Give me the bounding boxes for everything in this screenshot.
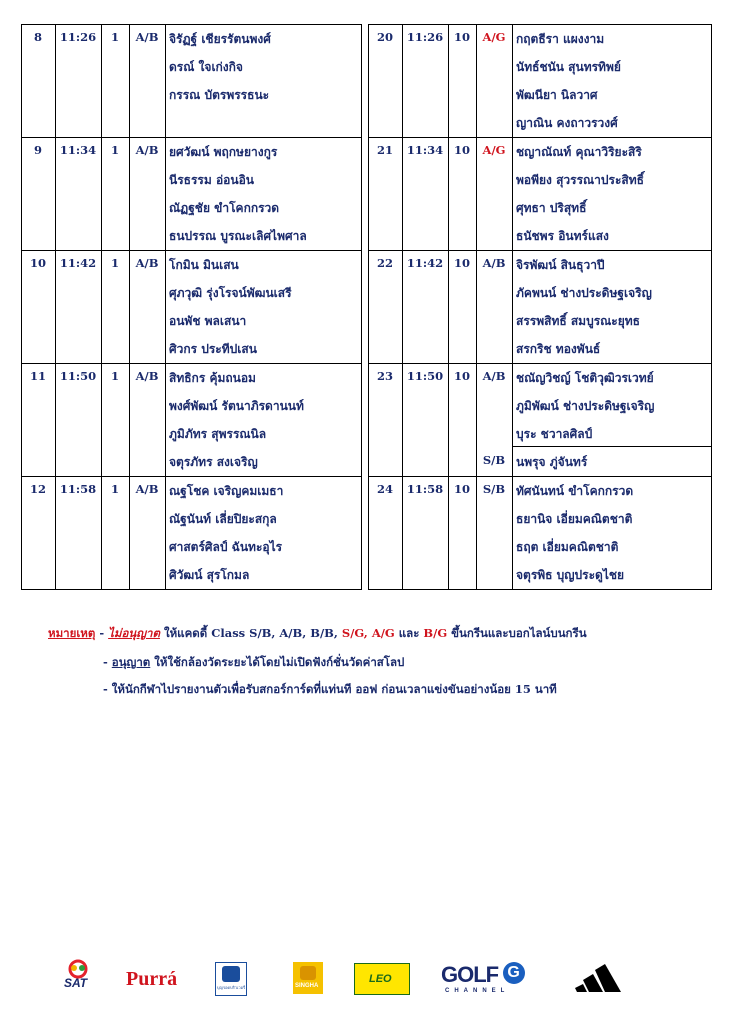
note-not-allowed: ไม่อนุญาต xyxy=(108,626,160,640)
player-name: ศิวัฒน์ สุรโกมล xyxy=(169,568,250,582)
column-divider xyxy=(165,363,166,476)
group-number: 8 xyxy=(33,30,42,44)
note-dash: - xyxy=(95,626,109,640)
player-name: สรกริช ทองพันธ์ xyxy=(516,342,601,356)
start-hole: 10 xyxy=(453,143,470,157)
player-name: จตุรพิธ บุญประดูไชย xyxy=(516,568,625,582)
player-name: บุระ ชวาลศิลป์ xyxy=(516,427,593,441)
note-line-3: - ให้นักกีฬาไปรายงานตัวเพื่อรับสกอร์การ์ดที่แท่นที ออฟ ก่อนเวลาแข่งขันอย่างน้อย 15 นาที xyxy=(103,682,557,696)
column-divider xyxy=(165,24,166,137)
player-name: ดรณ์ ใจเก่งกิจ xyxy=(169,60,243,74)
player-class: A/G xyxy=(482,143,506,157)
player-name: พัฒนียา นิลวาศ xyxy=(516,88,598,102)
player-name: ทัศนันทน์ ขำโคกกรวด xyxy=(516,484,634,498)
player-name: ธนปรรณ บูรณะเลิศไพศาล xyxy=(169,229,307,243)
golf-channel-text: CHANNEL xyxy=(445,988,510,994)
column-divider xyxy=(165,137,166,250)
player-name: นพรุจ ภู่จันทร์ xyxy=(516,455,588,469)
start-hole: 10 xyxy=(453,369,470,383)
player-name: กรรณ บัตรพรรธนะ xyxy=(169,88,270,102)
player-name: ชญาณัณท์ คุณาวิริยะสิริ xyxy=(516,145,642,159)
player-name: อนพัช พลเสนา xyxy=(169,314,247,328)
player-name: สรรพสิทธิ์ สมบูรณะยุทธ xyxy=(516,314,641,328)
player-class: A/B xyxy=(135,369,159,383)
tee-time: 11:42 xyxy=(59,256,97,270)
group-number: 21 xyxy=(376,143,393,157)
column-divider xyxy=(165,250,166,363)
player-name: พงศ์พัฒน์ รัตนาภิรดานนท์ xyxy=(169,399,304,413)
note-red-classes: S/G, A/G xyxy=(341,626,395,640)
start-hole: 1 xyxy=(110,143,119,157)
player-name: จิรพัฒน์ สินธุวาปี xyxy=(516,258,605,272)
column-divider xyxy=(165,476,166,589)
tee-time: 11:50 xyxy=(59,369,97,383)
note-text-a: ให้แคดดี้ Class S/B, A/B, B/B, xyxy=(159,626,342,640)
golf-g-icon: G xyxy=(503,962,525,984)
player-class: A/B xyxy=(135,482,159,496)
singha-lion-icon xyxy=(300,966,316,980)
player-name: นัทธ์ชนัน สุนทรทิพย์ xyxy=(516,60,621,74)
adidas-logo xyxy=(575,962,629,999)
sat-text: SAT xyxy=(64,976,88,990)
tee-time: 11:58 xyxy=(406,482,444,496)
tee-time: 11:34 xyxy=(59,143,97,157)
note-line-2 xyxy=(103,654,404,672)
player-class: A/B xyxy=(135,256,159,270)
player-name: พอพียง สุวรรณาประสิทธิ์ xyxy=(516,173,644,187)
row-separator xyxy=(512,446,712,447)
column-divider xyxy=(512,24,513,137)
tee-time: 11:42 xyxy=(406,256,444,270)
group-number: 20 xyxy=(376,30,393,44)
start-hole: 1 xyxy=(110,369,119,383)
note-text-c: ขึ้นกรีนและบอกไลน์บนกรีน xyxy=(447,626,587,640)
purra-logo: Purrá xyxy=(126,968,178,990)
player-name: นีรธรรม อ่อนอิน xyxy=(169,173,254,187)
adidas-stripes-icon xyxy=(575,962,629,994)
player-class: A/B xyxy=(135,30,159,44)
note-dash-2: - xyxy=(103,655,112,669)
column-divider xyxy=(512,363,513,476)
player-name: ญาณิน คงถาวรวงศ์ xyxy=(516,116,618,130)
player-name: ณฐโชค เจริญคมเมธา xyxy=(169,484,284,498)
group-number: 23 xyxy=(376,369,393,383)
start-hole: 1 xyxy=(110,256,119,270)
player-class: A/B xyxy=(482,256,506,270)
tee-time: 11:34 xyxy=(406,143,444,157)
player-name: ธนัชพร อินทร์แสง xyxy=(516,229,609,243)
player-name: กฤตธีรา แผงงาม xyxy=(516,32,605,46)
boonrawd-logo xyxy=(215,962,247,996)
player-name: ศาสตร์ศิลป์ ฉันทะอุไร xyxy=(169,540,283,554)
golf-channel-logo xyxy=(441,962,525,994)
player-name: ณัฐนันท์ เลี่ยปิยะสกุล xyxy=(169,512,277,526)
leo-logo xyxy=(354,963,410,995)
player-class: A/B xyxy=(135,143,159,157)
boonrawd-text: บุญรอดบริวเวอรี่ xyxy=(217,985,246,990)
tee-time: 11:26 xyxy=(59,30,97,44)
singha-text: SINGHA xyxy=(295,983,319,989)
group-number: 11 xyxy=(29,369,46,383)
note-title: หมายเหตุ xyxy=(48,626,96,640)
note-red-bg: B/G xyxy=(423,626,448,640)
start-hole: 1 xyxy=(110,482,119,496)
group-number: 24 xyxy=(376,482,393,496)
lion-icon xyxy=(222,966,240,982)
column-divider xyxy=(512,250,513,363)
start-hole: 10 xyxy=(453,256,470,270)
player-class: A/G xyxy=(482,30,506,44)
player-name: โกมิน มินเสน xyxy=(169,258,239,272)
player-name: ภูมิพัฒน์ ช่างประดิษฐเจริญ xyxy=(516,399,655,413)
column-divider xyxy=(512,476,513,589)
tee-time: 11:26 xyxy=(406,30,444,44)
note-text-2: ให้ใช้กล้องวัดระยะได้โดยไม่เปิดฟังก์ชั่นวัดค่าสโลป xyxy=(150,655,405,669)
start-hole: 10 xyxy=(453,482,470,496)
tee-time: 11:50 xyxy=(406,369,444,383)
note-text-b: และ xyxy=(394,626,424,640)
player-name: ชณัญวิชญ์ โชติวุฒิวรเวทย์ xyxy=(516,371,654,385)
group-number: 10 xyxy=(29,256,46,270)
leo-text: LEO xyxy=(369,973,392,985)
tee-time: 11:58 xyxy=(59,482,97,496)
player-name: ธยานิจ เอี่ยมคณิตชาติ xyxy=(516,512,633,526)
group-number: 22 xyxy=(376,256,393,270)
note-allowed: อนุญาต xyxy=(111,655,151,669)
column-divider xyxy=(512,137,513,250)
start-hole: 10 xyxy=(453,30,470,44)
player-name: จตุรภัทร สงเจริญ xyxy=(169,455,258,469)
player-name: ภูมิภัทร สุพรรณนิล xyxy=(169,427,267,441)
player-name: ศิวกร ประทีปเสน xyxy=(169,342,257,356)
group-number: 9 xyxy=(33,143,42,157)
player-name: ยศวัฒน์ พฤกษยางกูร xyxy=(169,145,278,159)
sat-logo xyxy=(60,958,96,994)
player-name: ธฤต เอี่ยมคณิตชาติ xyxy=(516,540,619,554)
player-name: ภัคพนน์ ช่างประดิษฐเจริญ xyxy=(516,286,652,300)
player-class: A/B xyxy=(482,369,506,383)
player-name: ศุภวุฒิ รุ่งโรจน์พัฒนเสรี xyxy=(169,286,292,300)
golf-text: GOLF xyxy=(441,962,499,987)
player-class-2: S/B xyxy=(482,453,506,467)
player-name: ศุทธา ปริสุทธิ์ xyxy=(516,201,587,215)
group-number: 12 xyxy=(29,482,46,496)
note-line-1 xyxy=(48,625,587,643)
singha-logo xyxy=(293,962,323,994)
start-hole: 1 xyxy=(110,30,119,44)
player-name: ณัฏฐชัย ขำโคกกรวด xyxy=(169,201,280,215)
player-name: จิรัฏฐ์ เชียรรัตนพงศ์ xyxy=(169,32,271,46)
player-name: สิทธิกร คุ้มถนอม xyxy=(169,371,256,385)
player-class: S/B xyxy=(482,482,506,496)
